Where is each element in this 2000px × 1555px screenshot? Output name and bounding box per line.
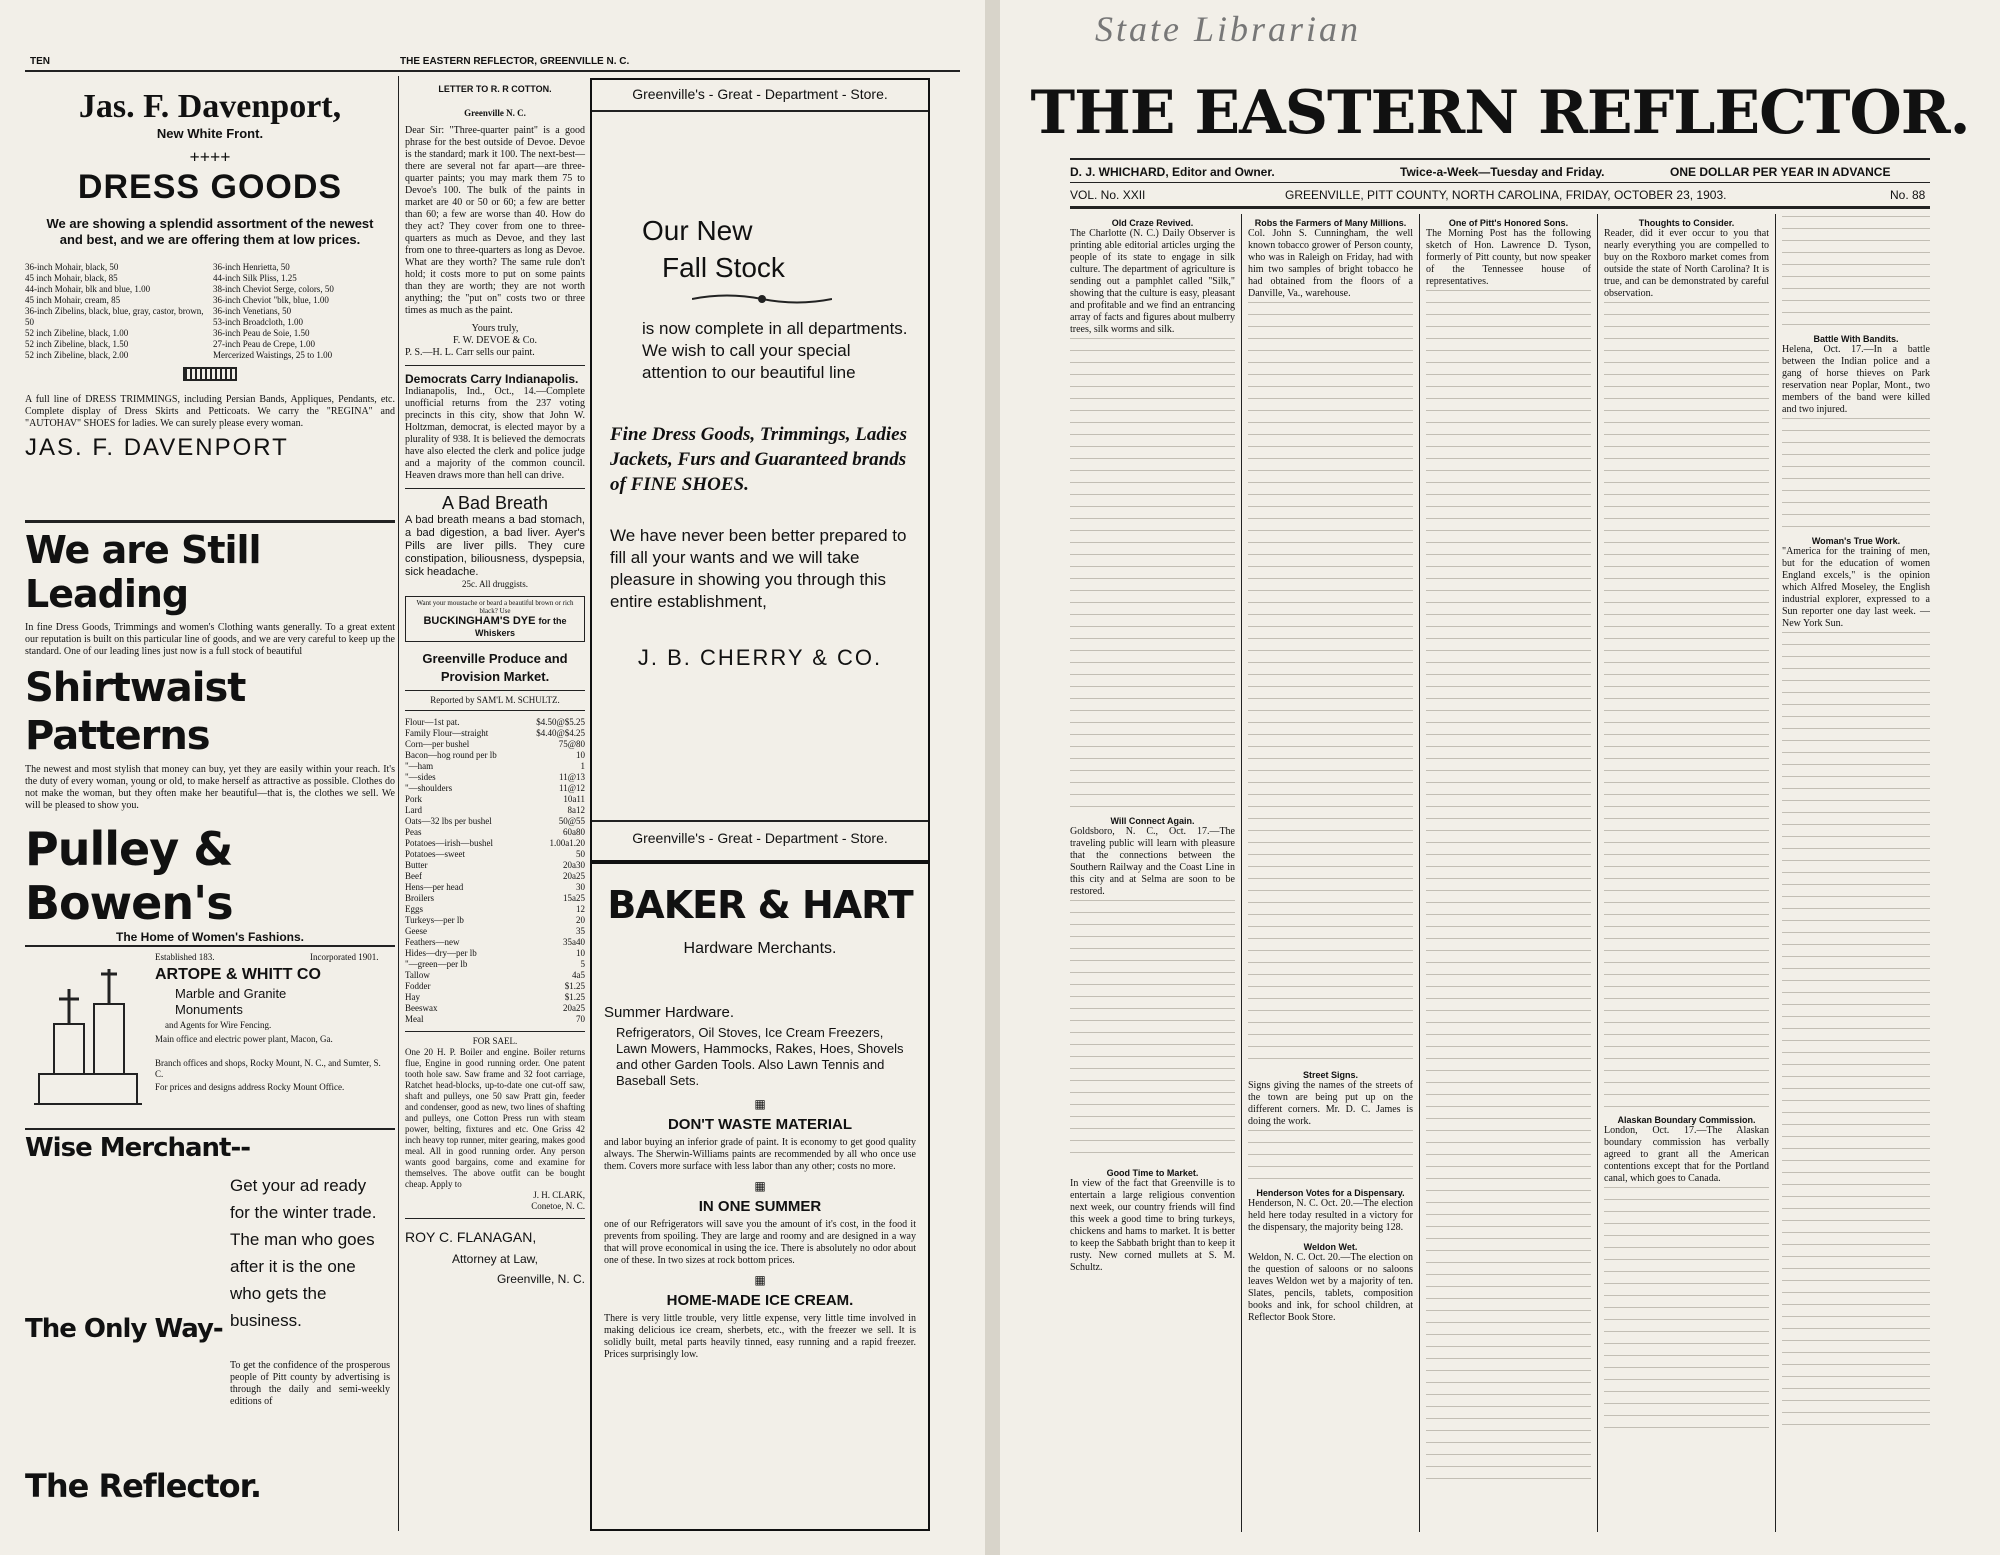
produce-price: 20a25 xyxy=(563,1003,585,1013)
article-headline: Old Craze Revived. xyxy=(1111,218,1194,228)
produce-item: Hides—dry—per lb xyxy=(405,948,477,958)
artope-incorporated: Incorporated 1901. xyxy=(310,952,379,962)
table-row xyxy=(405,761,585,772)
produce-item: Family Flour—straight xyxy=(405,728,489,738)
produce-price: $1.25 xyxy=(564,992,585,1002)
dye-brand xyxy=(408,615,582,639)
bad-breath-headline: A Bad Breath xyxy=(441,493,549,513)
flanagan-name: ROY C. FLANAGAN, xyxy=(405,1229,537,1245)
produce-price: 4a5 xyxy=(572,970,585,980)
table-row xyxy=(405,1014,585,1025)
produce-price: 10 xyxy=(576,750,585,760)
produce-price: 20a25 xyxy=(563,871,585,881)
dress-goods-headline: DRESS GOODS xyxy=(77,168,343,206)
produce-price: 11@13 xyxy=(559,772,585,782)
produce-price: 11@12 xyxy=(559,783,585,793)
table-row xyxy=(405,981,585,992)
table-row xyxy=(405,849,585,860)
table-row xyxy=(405,871,585,882)
article-text-filler xyxy=(1782,632,1930,1432)
cherry-ad xyxy=(590,78,930,862)
produce-item: Beef xyxy=(405,871,422,881)
produce-headline: Greenville Produce and Provision Market. xyxy=(422,651,568,684)
list-item: 52 inch Zibeline, black, 1.00 xyxy=(25,328,129,338)
artope-line5: Branch offices and shops, Rocky Mount, N. C., and Sumter, S. C. xyxy=(155,1058,381,1079)
artope-line6: For prices and designs address Rocky Mount Office. xyxy=(155,1082,345,1092)
produce-price: 8a12 xyxy=(567,805,585,815)
produce-item: Turkeys—per lb xyxy=(405,915,464,925)
column-4 xyxy=(1604,214,1769,1532)
article-lead: "America for the training of men, but for the education of women England excels," is the opinion which Alfred Moseley, the English industrial explorer, expressed to a Sun reporter one day last week. —New York Sun. xyxy=(1782,546,1930,629)
table-row xyxy=(405,717,585,728)
column-2 xyxy=(1248,214,1413,1532)
for-sale-heading: FOR SAEL. xyxy=(472,1036,518,1046)
article-headline: Robs the Farmers of Many Millions. xyxy=(1254,218,1407,228)
davenport-ad xyxy=(25,78,395,518)
list-item: 36-inch Henrietta, 50 xyxy=(213,262,290,272)
article-text-filler xyxy=(1248,1130,1413,1180)
table-row xyxy=(405,904,585,915)
article-text-filler xyxy=(1782,418,1930,528)
produce-item: Oats—32 lbs per bushel xyxy=(405,816,492,826)
produce-price: 35a40 xyxy=(563,937,585,947)
table-row xyxy=(405,893,585,904)
article-lead: Goldsboro, N. C., Oct. 17.—The traveling public will learn with pleasure that the connections between the Southern Railway and the Coast Line in this city and at Selma are soon to be restored. xyxy=(1070,826,1235,897)
produce-item: Peas xyxy=(405,827,422,837)
article-lead: Col. John S. Cunningham, the well known tobacco grower of Person county, who was in Raleigh on Friday, had with him two samples of bright tobacco he had obtained from the floors of a Danville, Va., warehouse. xyxy=(1248,228,1413,299)
only-way-headline: The Only Way- xyxy=(25,1314,223,1344)
produce-table xyxy=(405,717,585,1025)
produce-item: Hay xyxy=(405,992,420,1002)
produce-item: "—green—per lb xyxy=(405,959,468,969)
table-row xyxy=(405,838,585,849)
table-row xyxy=(405,970,585,981)
article-text-filler xyxy=(1248,302,1413,1062)
dye-brand-text: BUCKINGHAM'S DYE xyxy=(423,615,536,627)
produce-price: $1.25 xyxy=(564,981,585,991)
list-item: 45 inch Mohair, black, 85 xyxy=(25,273,118,283)
article-headline: Weldon Wet. xyxy=(1303,1242,1358,1252)
produce-price: 50@55 xyxy=(558,816,585,826)
column-1 xyxy=(1070,214,1235,1532)
produce-price: 5 xyxy=(580,959,585,969)
letter-sign1: Yours truly, xyxy=(471,323,519,334)
article-lead: Helena, Oct. 17.—In a battle between the Indian police and a gang of horse thieves on Park reservation near Poplar, Mont., two members of the band were killed and two injured. xyxy=(1782,344,1930,415)
article-columns xyxy=(1070,214,1930,1534)
flanagan-place: Greenville, N. C. xyxy=(496,1272,585,1286)
article-text-filler xyxy=(1604,302,1769,1107)
price-line: ONE DOLLAR PER YEAR IN ADVANCE xyxy=(1670,165,1891,179)
handwritten-note: State Librarian xyxy=(1095,9,1362,49)
frequency-line: Twice-a-Week—Tuesday and Friday. xyxy=(1400,165,1605,179)
cherry-body: is now complete in all departments. We wish to call your special attention to our beautiful line xyxy=(642,319,908,382)
dingbat-icon: ▦ xyxy=(754,1273,766,1287)
summer-hardware-body: Refrigerators, Oil Stoves, Ice Cream Freezers, Lawn Mowers, Hammocks, Rakes, Hoes, Shovels and other Garden Tools. Also Lawn Tennis and Baseball Sets. xyxy=(616,1025,904,1088)
table-row xyxy=(405,827,585,838)
article-text-filler xyxy=(1070,338,1235,808)
produce-price: 1.00a1.20 xyxy=(549,838,585,848)
artope-established: Established 183. xyxy=(155,952,215,962)
dingbat-icon: ▦ xyxy=(754,1097,766,1111)
article-headline: Will Connect Again. xyxy=(1110,816,1195,826)
produce-item: Fodder xyxy=(405,981,431,991)
produce-price: $4.40@$4.25 xyxy=(536,728,585,738)
list-item: 52 inch Zibeline, black, 1.50 xyxy=(25,339,129,349)
artope-line2: Monuments xyxy=(175,1002,243,1017)
article-headline: Alaskan Boundary Commission. xyxy=(1617,1115,1756,1125)
table-row xyxy=(405,1003,585,1014)
wise-merchant-ad xyxy=(25,1132,395,1522)
article-lead: Henderson, N. C. Oct. 20.—The election held here today resulted in a victory for the dispensary, the majority being 128. xyxy=(1248,1198,1413,1233)
middle-column xyxy=(405,80,585,1530)
davenport-signature: JAS. F. DAVENPORT xyxy=(25,434,289,461)
masthead: THE EASTERN REFLECTOR. xyxy=(1030,78,1970,148)
dye-ad xyxy=(405,596,585,642)
produce-price: 70 xyxy=(576,1014,585,1024)
ice-cream-headline: HOME-MADE ICE CREAM. xyxy=(666,1292,854,1309)
shirtwaist-headline: Shirtwaist Patterns xyxy=(25,665,246,759)
produce-price: 10 xyxy=(576,948,585,958)
list-item: 36-inch Peau de Soie, 1.50 xyxy=(213,328,310,338)
left-page xyxy=(0,0,985,1555)
produce-item: Beeswax xyxy=(405,1003,438,1013)
issue-number: No. 88 xyxy=(1890,188,1926,202)
bad-breath-body: A bad breath means a bad stomach, a bad digestion, a bad liver. Ayer's Pills are liver pills. They cure constipation, biliousness, dyspepsia, sick headache. xyxy=(405,514,585,578)
cherry-headline2: Fall Stock xyxy=(662,252,785,283)
cherry-script: Fine Dress Goods, Trimmings, Ladies Jackets, Furs and Guaranteed brands of FINE SHOES. xyxy=(610,424,907,495)
produce-item: Geese xyxy=(405,926,427,936)
volume-line: VOL. No. XXII xyxy=(1070,188,1146,202)
produce-item: Potatoes—sweet xyxy=(405,849,465,859)
dress-goods-list-left xyxy=(25,262,207,361)
running-title: THE EASTERN REFLECTOR, GREENVILLE N. C. xyxy=(400,56,630,67)
dye-line1: Want your moustache or beard a beautiful brown or rich black? Use xyxy=(416,599,574,615)
right-page xyxy=(1000,0,2000,1555)
list-item: 27-inch Peau de Crepe, 1.00 xyxy=(213,339,315,349)
produce-item: Eggs xyxy=(405,904,423,914)
dress-goods-list-right xyxy=(213,262,395,361)
article-headline: Good Time to Market. xyxy=(1106,1168,1199,1178)
column-3 xyxy=(1426,214,1591,1532)
shirtwaist-body: The newest and most stylish that money can buy, yet they are easily within your reach. It's the duty of every woman, young or old, to make herself as attractive as possible. Clothes do not make the woman, but they often make her beautiful—that is, the clothes we sell. We will be pleased to show you. xyxy=(25,764,395,811)
produce-item: "—sides xyxy=(405,772,436,782)
table-row xyxy=(405,948,585,959)
cherry-headline1: Our New xyxy=(642,215,753,246)
produce-price: 1 xyxy=(580,761,585,771)
dont-waste-body: and labor buying an inferior grade of paint. It is economy to get good quality always. The Sherwin-Williams paints are recommended by all who once use them. Covers more surface with less labor than any other; costs no more. xyxy=(604,1137,916,1172)
letter-heading: LETTER TO R. R COTTON. xyxy=(438,84,552,94)
page-gutter xyxy=(985,0,1000,1555)
produce-item: "—ham xyxy=(405,761,434,771)
produce-price: 30 xyxy=(576,882,585,892)
still-leading-headline: We are Still Leading xyxy=(25,528,261,616)
article-headline: One of Pitt's Honored Sons. xyxy=(1448,218,1569,228)
flanagan-title: Attorney at Law, xyxy=(451,1252,539,1266)
list-item: 36-inch Zibelins, black, blue, gray, castor, brown, 50 xyxy=(25,306,204,327)
list-item: 38-inch Cheviot Serge, colors, 50 xyxy=(213,284,334,294)
produce-price: 10a11 xyxy=(563,794,585,804)
article-lead: Reader, did it ever occur to you that nearly everything you are compelled to buy on the Roxboro market comes from outside the state of North Carolina? It is true, and can be demonstrated by careful observation. xyxy=(1604,228,1769,299)
ornament-bar-icon xyxy=(25,367,395,386)
list-item: 36-inch Cheviot "blk, blue, 1.00 xyxy=(213,295,329,305)
table-row xyxy=(405,915,585,926)
produce-item: "—shoulders xyxy=(405,783,453,793)
for-sale-place: Conetoe, N. C. xyxy=(531,1201,585,1211)
pulley-bowen-ad xyxy=(25,528,395,944)
artope-line3: and Agents for Wire Fencing. xyxy=(165,1020,272,1030)
article-text-filler xyxy=(1782,216,1930,326)
produce-reporter: Reported by SAM'L M. SCHULTZ. xyxy=(430,695,560,705)
baker-hart-ad xyxy=(590,862,930,1531)
produce-price: 35 xyxy=(576,926,585,936)
only-way-body: To get the confidence of the prosperous people of Pitt county by advertising is through the daily and semi-weekly editions of xyxy=(230,1360,390,1407)
produce-price: $4.50@$5.25 xyxy=(536,717,585,727)
wise-merchant-headline: Wise Merchant-- xyxy=(25,1133,251,1163)
davenport-ornament: ++++ xyxy=(189,147,231,167)
one-summer-body: one of our Refrigerators will save you the amount of it's cost, in the food it prevents from spoiling. They are large and roomy and are designed in a way that will prove economical in using the ice. There is absolutely no odor about one of these. In two sizes at rock bottom prices. xyxy=(604,1219,916,1266)
table-row xyxy=(405,728,585,739)
list-item: 52 inch Zibeline, black, 2.00 xyxy=(25,350,129,360)
produce-price: 12 xyxy=(576,904,585,914)
letter-sign2: F. W. DEVOE & Co. xyxy=(453,335,537,346)
summer-hardware-headline: Summer Hardware. xyxy=(604,1004,735,1021)
davenport-sub: New White Front. xyxy=(156,126,264,141)
baker-hart-name: BAKER & HART xyxy=(607,883,913,927)
produce-item: Flour—1st pat. xyxy=(405,717,460,727)
article-lead: London, Oct. 17.—The Alaskan boundary commission has verbally agreed to grant all the American contentions except that for the Portland canal, which goes to Canada. xyxy=(1604,1125,1769,1184)
list-item: 45 inch Mohair, cream, 85 xyxy=(25,295,121,305)
produce-item: Feathers—new xyxy=(405,937,460,947)
produce-price: 50 xyxy=(576,849,585,859)
produce-price: 15a25 xyxy=(563,893,585,903)
artope-line1: Marble and Granite xyxy=(175,986,287,1001)
produce-price: 60a80 xyxy=(563,827,585,837)
editor-line: D. J. WHICHARD, Editor and Owner. xyxy=(1070,165,1275,179)
produce-item: Bacon—hog round per lb xyxy=(405,750,497,760)
table-row xyxy=(405,959,585,970)
article-lead: Signs giving the names of the streets of the town are being put up on the different corners. Mr. D. C. James is doing the work. xyxy=(1248,1080,1413,1127)
pulley-bowen-sub: The Home of Women's Fashions. xyxy=(116,930,304,944)
produce-price: 20 xyxy=(576,915,585,925)
cherry-body2: We have never been better prepared to fill all your wants and we will take pleasure in showing you through this entire establishment, xyxy=(610,526,907,611)
article-headline: Street Signs. xyxy=(1302,1070,1358,1080)
wise-merchant-body: Get your ad ready for the winter trade. The man who goes after it is the one who gets the business. xyxy=(230,1176,377,1330)
dress-goods-list xyxy=(25,262,395,361)
bad-breath-price: 25c. All druggists. xyxy=(461,579,528,589)
article-lead: Weldon, N. C. Oct. 20.—The election on the question of saloons or no saloons leaves Weldon wet by a majority of ten. Slates, pencils, tablets, composition books and ink, for school children, at Reflector Book Store. xyxy=(1248,1252,1413,1323)
issue-dateline: GREENVILLE, PITT COUNTY, NORTH CAROLINA, FRIDAY, OCTOBER 23, 1903. xyxy=(1285,188,1727,202)
table-row xyxy=(405,794,585,805)
davenport-trimmings: A full line of DRESS TRIMMINGS, including Persian Bands, Appliques, Pendants, etc. Complete display of Dress Skirts and Petticoats. We carry the "REGINA" and "AUTOHAV" SHOES for ladies. We can surely please every woman. xyxy=(25,394,395,429)
table-row xyxy=(405,937,585,948)
produce-price: 75@80 xyxy=(558,739,585,749)
davenport-name: Jas. F. Davenport, xyxy=(78,88,342,125)
produce-item: Lard xyxy=(405,805,422,815)
article-headline: Henderson Votes for a Dispensary. xyxy=(1256,1188,1405,1198)
reflector-name: The Reflector. xyxy=(25,1467,262,1505)
table-row xyxy=(405,783,585,794)
artope-name: ARTOPE & WHITT CO xyxy=(155,966,321,983)
dingbat-icon: ▦ xyxy=(754,1179,766,1193)
one-summer-headline: IN ONE SUMMER xyxy=(698,1198,822,1215)
baker-hart-sub: Hardware Merchants. xyxy=(683,940,837,957)
table-row xyxy=(405,750,585,761)
for-sale-body: One 20 H. P. Boiler and engine. Boiler returns flue, Engine in good running order. One patent tooth hole saw. Saw frame and 32 foot carriage, Ratchet head-blocks, up-to-date one cut-off saw, shaft and pulleys, one 50 saw Pratt gin, feeder and condenser, good as new, two lines of shafting and pulleys, one Cotton Press run with steam power, belting, fixtures and etc. One Griss 42 inch heavy top runner, miter gearing, makes good meal. All in good running order. Any person wants good bargains, come and examine for themselves. The above outfit can be bought cheap. Apply to xyxy=(405,1047,585,1189)
article-headline: Battle With Bandits. xyxy=(1813,334,1899,344)
list-item: 44-inch Silk Pliss, 1.25 xyxy=(213,273,297,283)
cherry-signature: J. B. CHERRY & CO. xyxy=(637,645,883,670)
produce-item: Hens—per head xyxy=(405,882,464,892)
davenport-intro: We are showing a splendid assortment of the newest and best, and we are offering them at low prices. xyxy=(46,216,374,247)
table-row xyxy=(405,992,585,1003)
produce-item: Broilers xyxy=(405,893,434,903)
still-leading-body: In fine Dress Goods, Trimmings and women's Clothing wants generally. To a great extent our reputation is built on this particular line of goods, and we are very careful to keep up the standard. One of our leading lines just now is a full stock of beautiful xyxy=(25,622,395,657)
democrats-body: Indianapolis, Ind., Oct., 14.—Complete unofficial returns from the 237 voting precincts in this city, show that John W. Holtzman, democrat, is elected mayor by a plurality of 938. It is believed the democrats have also elected the clerk and police judge and a majority of the common council. Heaven draws more than hell can drive. xyxy=(405,386,585,481)
article-headline: Thoughts to Consider. xyxy=(1638,218,1735,228)
table-row xyxy=(405,816,585,827)
dont-waste-headline: DON'T WASTE MATERIAL xyxy=(667,1116,853,1133)
list-item: 36-inch Mohair, black, 50 xyxy=(25,262,119,272)
artope-ad xyxy=(25,950,395,1125)
produce-item: Corn—per bushel xyxy=(405,739,470,749)
article-text-filler xyxy=(1604,1187,1769,1437)
for-sale-sign: J. H. CLARK, xyxy=(533,1190,585,1200)
table-row xyxy=(405,926,585,937)
produce-item: Meal xyxy=(405,1014,424,1024)
dye-tail: for the Whiskers xyxy=(474,616,567,638)
table-row xyxy=(405,882,585,893)
produce-item: Butter xyxy=(405,860,428,870)
produce-item: Tallow xyxy=(405,970,430,980)
column-5 xyxy=(1782,214,1930,1532)
letter-body: Dear Sir: "Three-quarter paint" is a good phrase for the best outside of Devoe. Devoe is the standard; mark it 100. The next-best—there are several not far apart—are three-quarter paints; you may mark them 75 to Devoe's 100. The bulk of the paints in market are 40 or 50 or 60; a few are better than 60; a few are worse than 40. How do they act? They cover from one to three-quarters as much as Devoe, and they last from one to three-quarters as long as Devoe. What are they worth? The same rule don't hold; it costs more to put on some paints than they are worth; they are not worth anything; the "put on" costs two or three times as much as the paint. xyxy=(405,125,585,316)
monument-illustration-icon xyxy=(29,954,147,1114)
list-item: 36-inch Venetians, 50 xyxy=(213,306,292,316)
produce-price: 20a30 xyxy=(563,860,585,870)
article-lead: The Morning Post has the following sketch of Hon. Lawrence D. Tyson, formerly of Pitt county, but now speaker of the Tennessee house of representatives. xyxy=(1426,228,1591,287)
table-row xyxy=(405,772,585,783)
letter-ps: P. S.—H. L. Carr sells our paint. xyxy=(405,347,535,358)
article-text-filler xyxy=(1070,900,1235,1160)
artope-line4: Main office and electric power plant, Macon, Ga. xyxy=(155,1034,333,1044)
article-lead: The Charlotte (N. C.) Daily Observer is printing able editorial articles urging the people of its state to engage in silk culture. The department of agriculture is sending out a pamphlet called "Silk," showing that the culture is easy, pleasant and profitable and we find an entrancing array of facts and figures about mulberry trees, silk worms and silk. xyxy=(1070,228,1235,335)
democrats-headline: Democrats Carry Indianapolis. xyxy=(405,372,579,386)
list-item: 44-inch Mohair, blk and blue, 1.00 xyxy=(25,284,151,294)
table-row xyxy=(405,805,585,816)
table-row xyxy=(405,739,585,750)
article-headline: Woman's True Work. xyxy=(1811,536,1901,546)
produce-item: Potatoes—irish—bushel xyxy=(405,838,493,848)
cherry-banner-top: Greenville's - Great - Department - Store. xyxy=(632,86,888,102)
ice-cream-body: There is very little trouble, very little expense, very little time involved in making delicious ice cream, sherbets, etc., with the freezer we sell. It is solidly built, metal parts heavily tinned, easy running and a rapid freezer. Prices surprisingly low. xyxy=(604,1313,916,1360)
article-lead: In view of the fact that Greenville is to entertain a large religious convention next week, our country friends will find this week a good time to bring turkeys, chickens and hams to market. It is better to keep the Sabbath bright than to keep it rusty. New corned mullets at S. M. Schultz. xyxy=(1070,1178,1235,1273)
flourish-ornament-icon xyxy=(692,292,832,306)
cherry-banner-bottom: Greenville's - Great - Department - Store. xyxy=(632,830,888,846)
letter-dateline: Greenville N. C. xyxy=(464,108,526,118)
list-item: Mercerized Waistings, 25 to 1.00 xyxy=(213,350,333,360)
page-label: TEN xyxy=(30,56,50,67)
pulley-bowen-firm: Pulley & Bowen's xyxy=(25,822,233,930)
list-item: 53-inch Broadcloth, 1.00 xyxy=(213,317,303,327)
article-text-filler xyxy=(1426,290,1591,1485)
table-row xyxy=(405,860,585,871)
produce-item: Pork xyxy=(405,794,423,804)
